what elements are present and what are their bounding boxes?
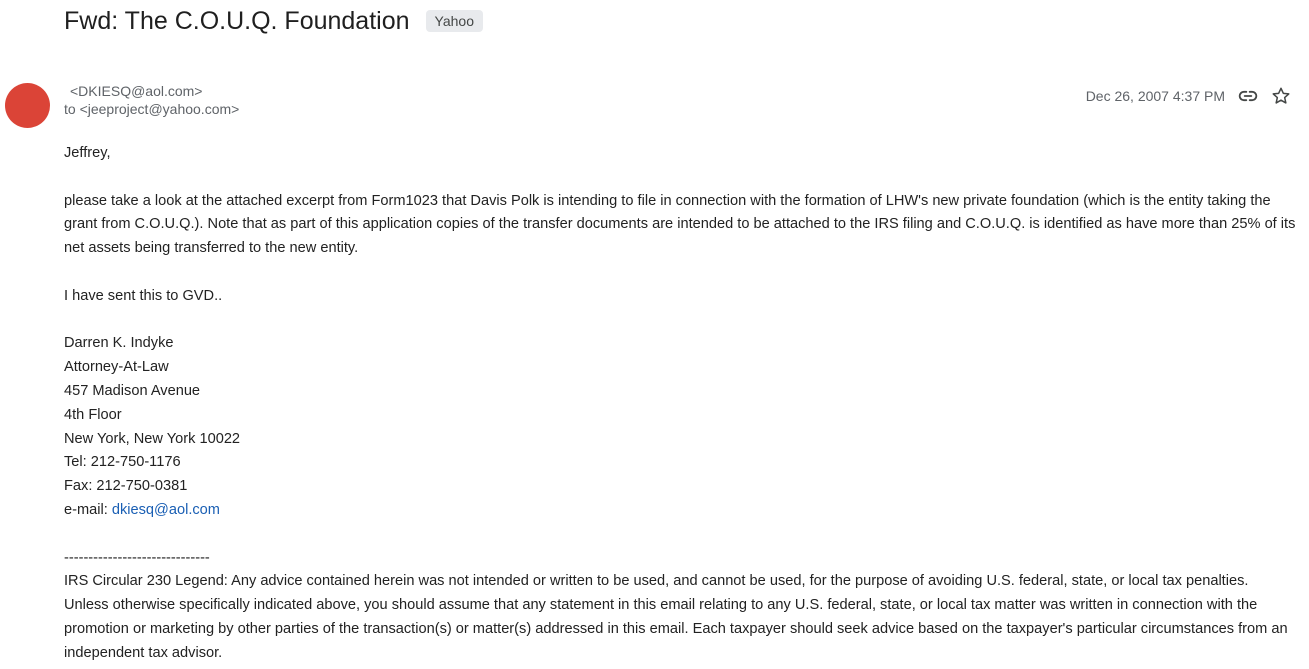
email-subject: Fwd: The C.O.U.Q. Foundation <box>64 7 410 35</box>
divider: ------------------------------ <box>64 549 210 566</box>
subject-row <box>64 4 483 38</box>
signature-floor: 4th Floor <box>64 406 122 423</box>
sender-address[interactable]: <DKIESQ@aol.com> <box>70 83 203 99</box>
signature-email-label: e-mail: <box>64 501 112 518</box>
legal-disclaimer: IRS Circular 230 Legend: Any advice contained herein was not intended or written to be used, and cannot be used, for the purpose of avoiding U.S. federal, state, or local tax penalties. Unless otherwise specifically indicated above, you should assume that any statement in this email relating to any U.S. federal, state, or local tax matter was written in connection with the promotion or marketing by other parties of the transaction(s) or matter(s) addressed in this email. Each taxpayer should seek advice based on the taxpayer's particular circumstances from an independent tax advisor. <box>64 573 1288 661</box>
signature-email-link[interactable]: dkiesq@aol.com <box>111 501 220 518</box>
signature-address: 457 Madison Avenue <box>64 382 201 399</box>
signature-block <box>64 332 1296 522</box>
signature-fax: Fax: 212-750-0381 <box>64 478 188 495</box>
link-icon[interactable] <box>1238 86 1258 106</box>
email-body <box>64 142 1296 666</box>
label-chip[interactable]: Yahoo <box>426 10 483 32</box>
star-outline-icon[interactable] <box>1271 86 1291 106</box>
email-date: Dec 26, 2007 4:37 PM <box>1085 88 1225 104</box>
body-paragraph: please take a look at the attached excerpt from Form1023 that Davis Polk is intending to file in connection with the formation of LHW's new private foundation (which is the entity taking the grant from C.O.U.Q.). Note that as part of this application copies of the transfer documents are intended to be attached to the IRS filing and C.O.U.Q. is identified as have more than 25% of its net assets being transferred to the new entity. <box>64 192 1296 257</box>
sender-avatar[interactable] <box>5 83 50 128</box>
recipient-line[interactable]: to <jeeproject@yahoo.com> <box>64 101 240 117</box>
signature-title: Attorney-At-Law <box>64 359 169 376</box>
signature-city: New York, New York 10022 <box>64 430 241 447</box>
signature-name: Darren K. Indyke <box>64 335 174 352</box>
signature-tel: Tel: 212-750-1176 <box>64 454 181 471</box>
body-paragraph: I have sent this to GVD.. <box>64 287 223 304</box>
signature-email-row <box>64 499 1296 523</box>
greeting: Jeffrey, <box>64 145 111 161</box>
